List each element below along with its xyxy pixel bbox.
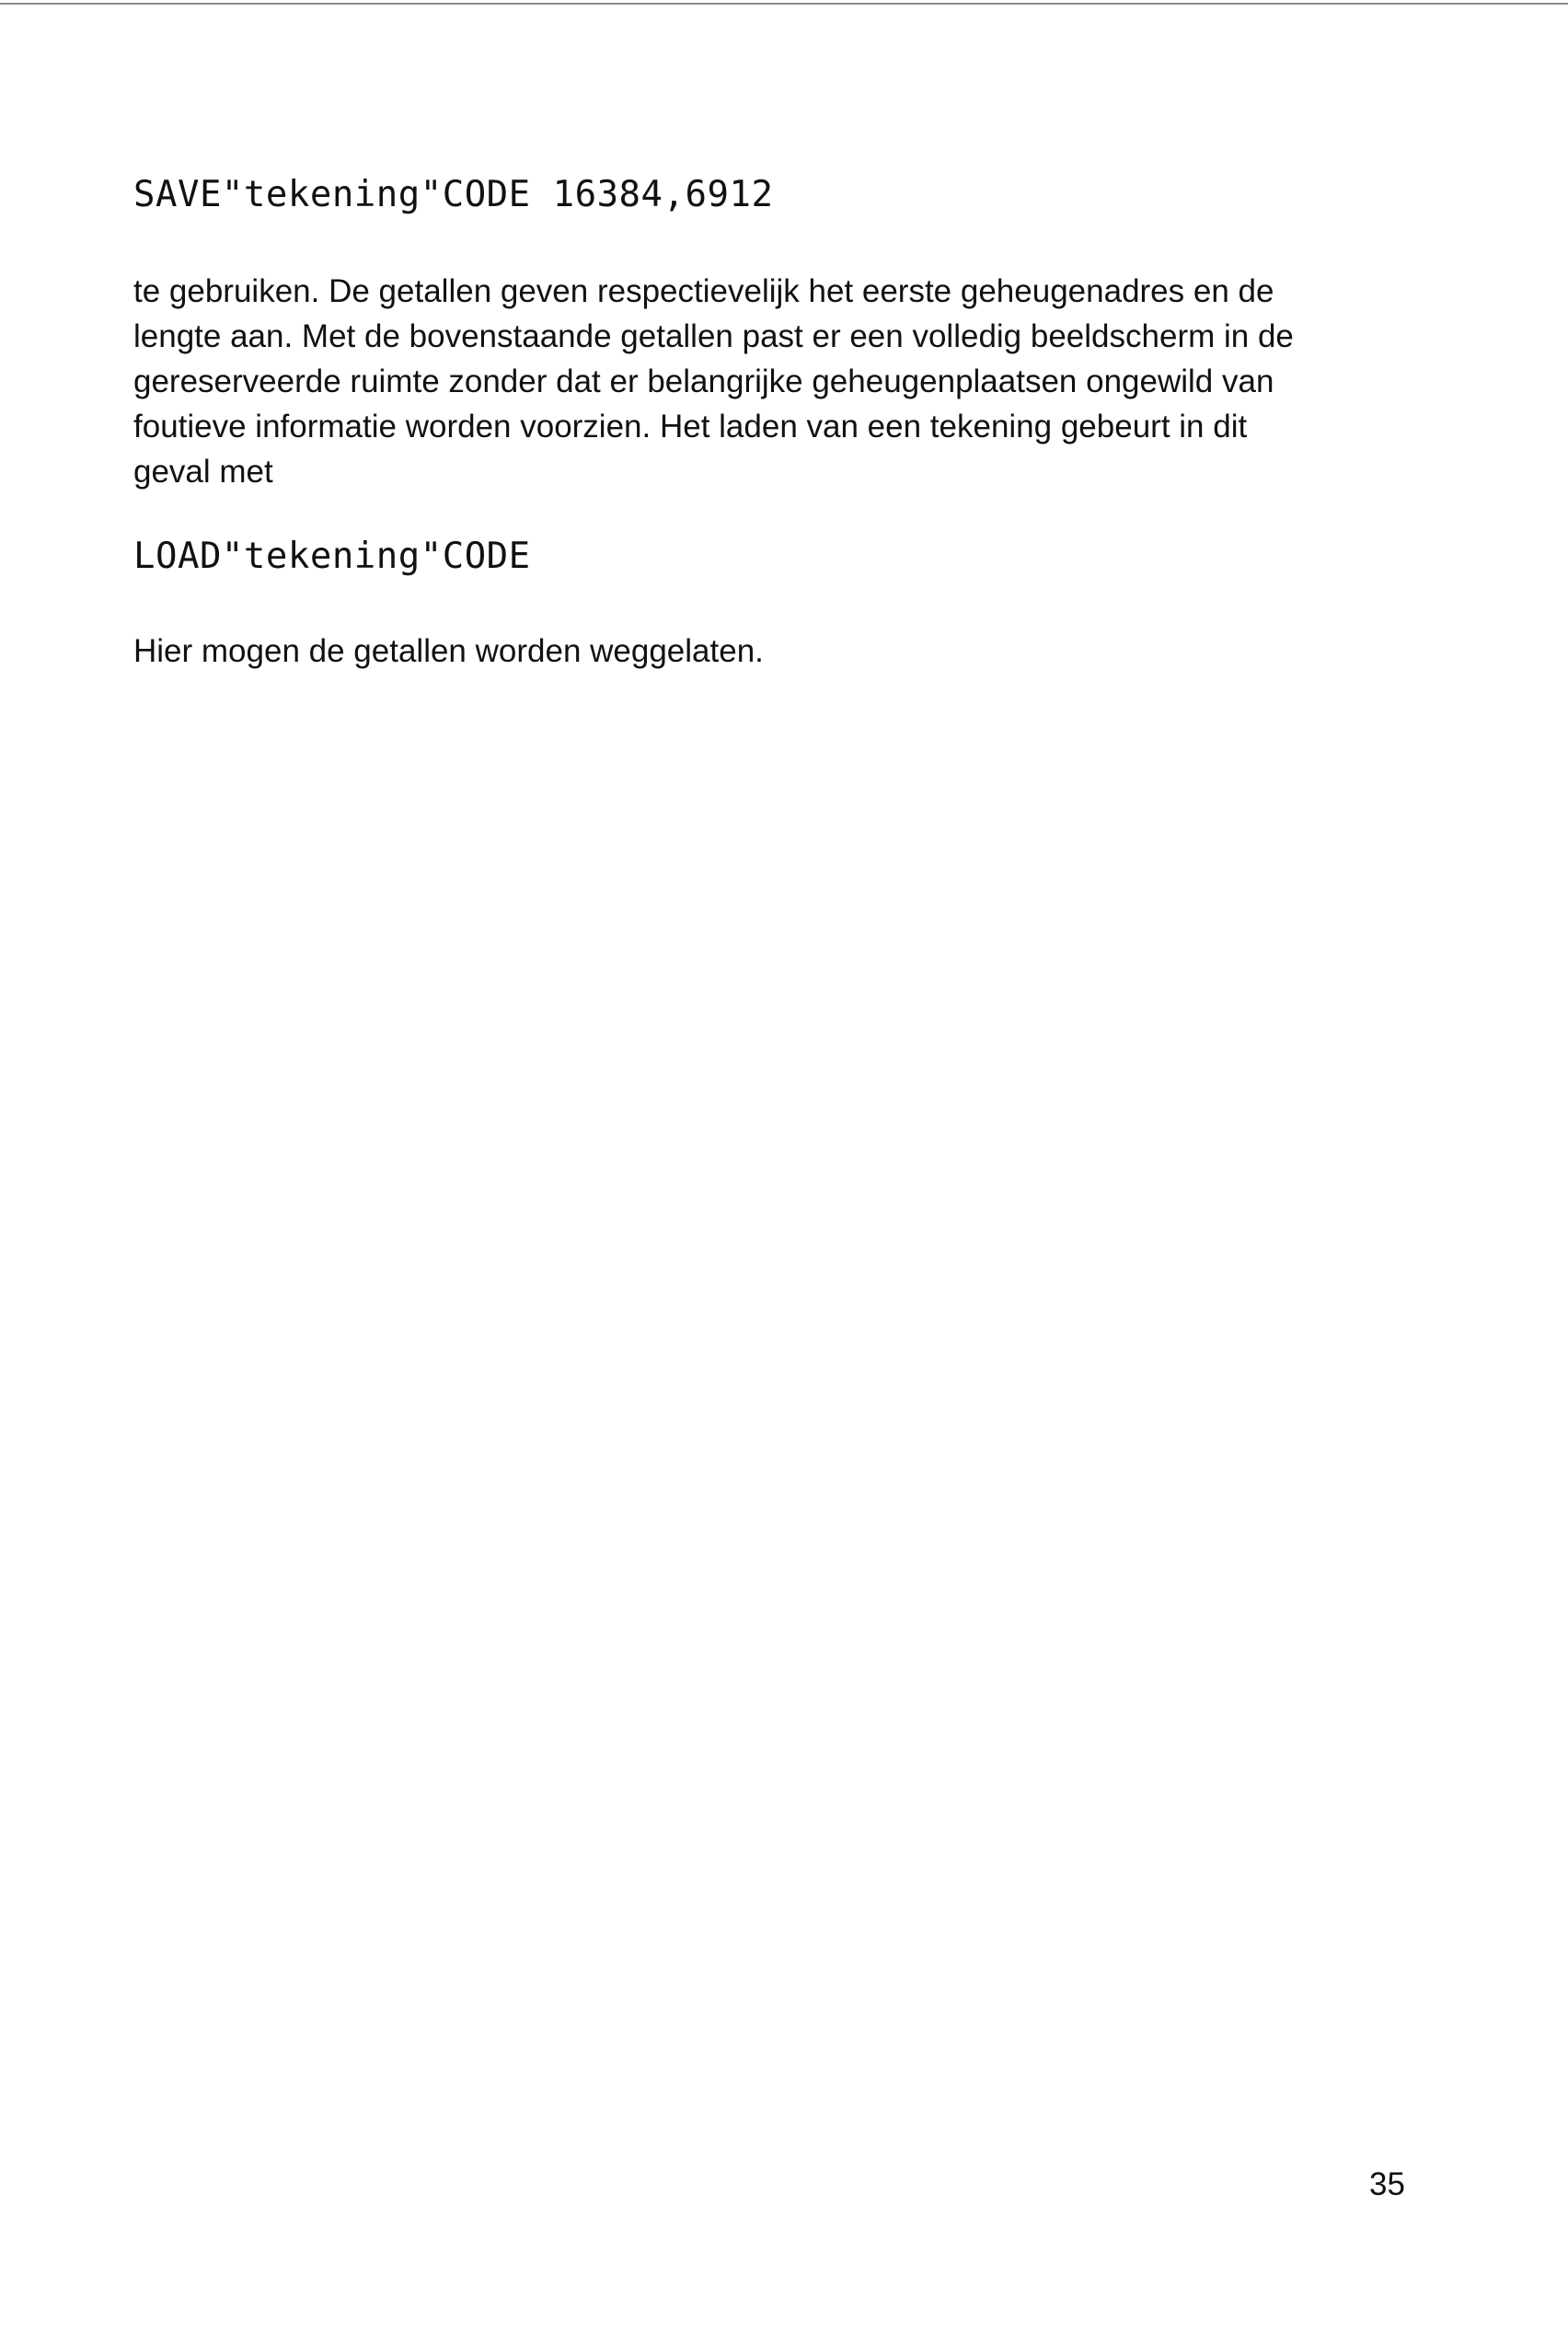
closing-paragraph: Hier mogen de getallen worden weggelaten.	[133, 633, 764, 669]
paragraph-line: foutieve informatie worden voorzien. Het laden van een tekening gebeurt in dit	[133, 409, 1248, 445]
page-number: 35	[1369, 2166, 1405, 2202]
top-rule	[0, 3, 1568, 5]
body-paragraph	[133, 269, 1422, 494]
code-save-command: SAVE"tekening"CODE 16384,6912	[133, 174, 774, 215]
paragraph-line: te gebruiken. De getallen geven respectievelijk het eerste geheugenadres en de	[133, 273, 1274, 309]
code-load-command: LOAD"tekening"CODE	[133, 536, 531, 577]
paragraph-line: lengte aan. Met de bovenstaande getallen past er een volledig beeldscherm in de	[133, 318, 1294, 354]
paragraph-line: gereserveerde ruimte zonder dat er belangrijke geheugenplaatsen ongewild van	[133, 364, 1274, 399]
paragraph-line: geval met	[133, 454, 273, 490]
